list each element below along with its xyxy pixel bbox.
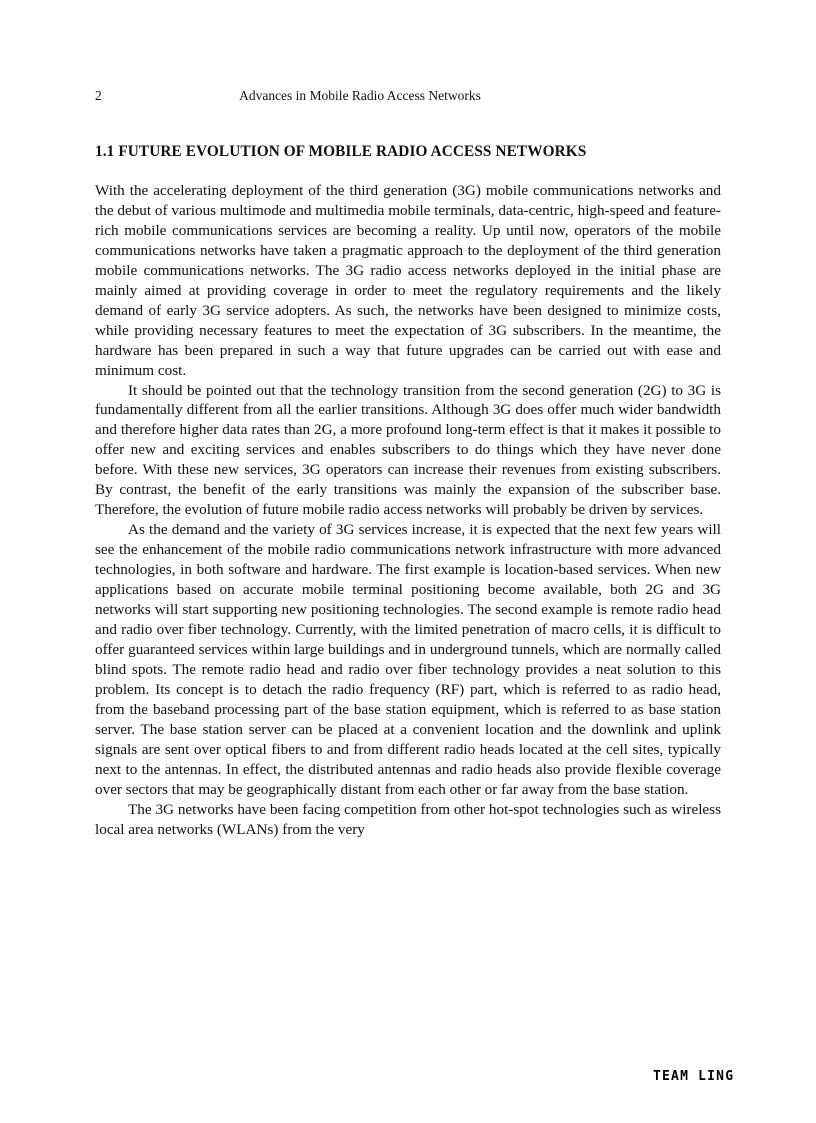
paragraph: The 3G networks have been facing competition from other hot-spot technologies such as wireless local area networks (WLANs) from the very <box>95 800 721 838</box>
running-header <box>95 88 721 108</box>
paragraph: With the accelerating deployment of the third generation (3G) mobile communications networks and the debut of various multimode and multimedia mobile terminals, data-centric, high-speed and feature-rich mobile communications services are becoming a reality. Up until now, operators of the mobile communications networks have taken a pragmatic approach to the deployment of the third generation mobile communications networks. The 3G radio access networks deployed in the initial phase are mainly aimed at providing coverage in order to meet the regulatory requirements and the likely demand of early 3G service adopters. As such, the networks have been designed to minimize costs, while providing necessary features to meet the expectation of 3G subscribers. In the meantime, the hardware has been prepared in such a way that future upgrades can be carried out with ease and minimum cost. <box>95 182 721 379</box>
running-title: Advances in Mobile Radio Access Networks <box>239 88 481 103</box>
team-ling-watermark: TEAM LING <box>653 1069 735 1084</box>
section-heading: 1.1 FUTURE EVOLUTION OF MOBILE RADIO ACCESS NETWORKS <box>95 143 587 160</box>
paragraph: As the demand and the variety of 3G services increase, it is expected that the next few years will see the enhancement of the mobile radio communications network infrastructure with more advanced technologies, in both software and hardware. The first example is location-based services. When new applications based on accurate mobile terminal positioning become available, both 2G and 3G networks will start supporting new positioning technologies. The second example is remote radio head and radio over fiber technology. Currently, with the limited penetration of macro cells, it is difficult to offer guaranteed services within large buildings and in underground tunnels, which are normally called blind spots. The remote radio head and radio over fiber technology provides a neat solution to this problem. Its concept is to detach the radio frequency (RF) part, which is referred to as radio head, from the baseband processing part of the base station equipment, which is referred to as base station server. The base station server can be placed at a convenient location and the downlink and uplink signals are sent over optical fibers to and from different radio heads located at the cell sites, typically next to the antennas. In effect, the distributed antennas and radio heads also provide flexible coverage over sectors that may be geographically distant from each other or far away from the base station. <box>95 521 721 798</box>
body-text <box>95 181 721 839</box>
page-number: 2 <box>95 88 102 103</box>
paragraph: It should be pointed out that the technology transition from the second generation (2G) to 3G is fundamentally different from all the earlier transitions. Although 3G does offer much wider bandwidth and therefore higher data rates than 2G, a more profound long-term effect is that it makes it possible to offer new and exciting services and enables subscribers to do things which they have never done before. With these new services, 3G operators can increase their revenues from existing subscribers. By contrast, the benefit of the early transitions was mainly the expansion of the subscriber base. Therefore, the evolution of future mobile radio access networks will probably be driven by services. <box>95 381 721 519</box>
